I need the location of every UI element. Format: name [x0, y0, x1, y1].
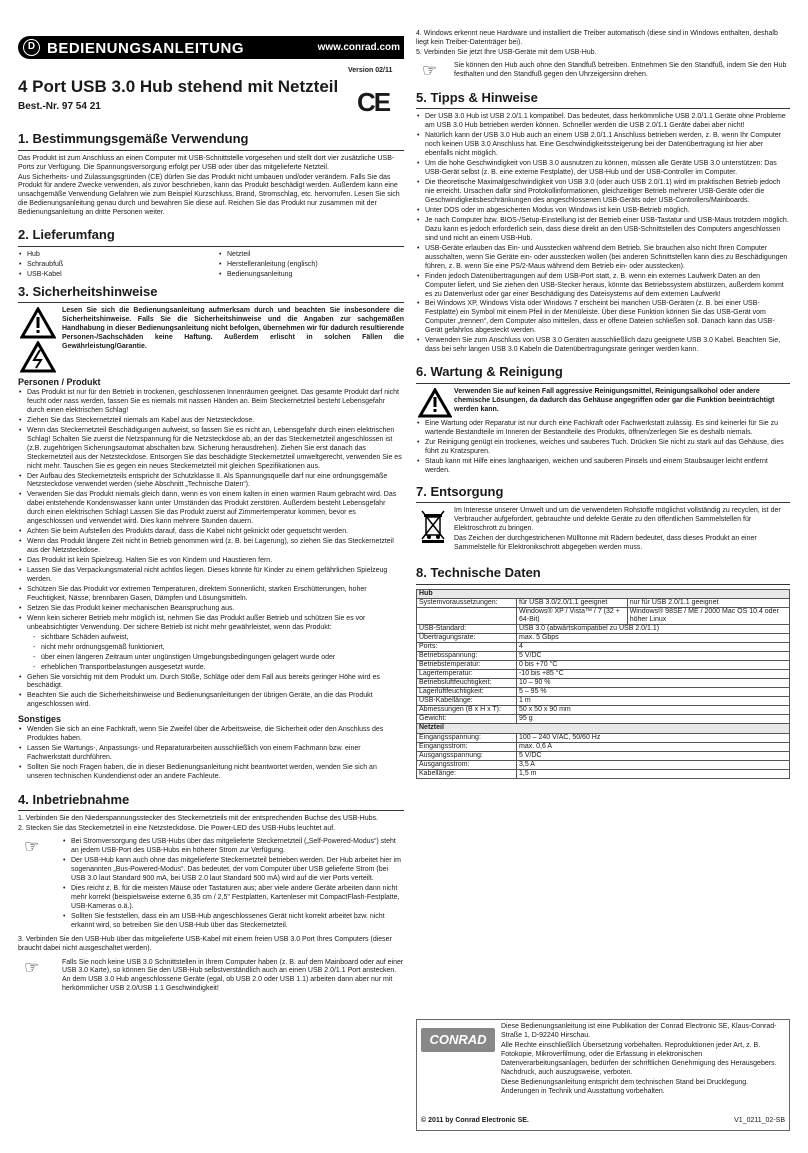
header-title: BEDIENUNGSANLEITUNG: [47, 40, 245, 57]
list-item: • Netzteil: [218, 251, 318, 260]
table-cell: Ports:: [417, 643, 517, 652]
note-list: [62, 838, 404, 931]
section-heading: 6. Wartung & Reinigung: [416, 364, 790, 384]
table-row: [417, 733, 790, 742]
table-row: [417, 624, 790, 633]
right-column: [416, 30, 790, 779]
table-cell: USB 3.0 (abwärtskompatibel zu USB 2.0/1.1): [517, 624, 790, 633]
warning-block: [18, 307, 404, 373]
list-item: • Wenn das Steckernetzteil Beschädigungen aufweist, so fassen Sie es nicht an, Lebensgefahr durch einen elektrischen Schlag! Schalten Sie zuerst die Netzspannung für die Netzsteckdose ab, an der das Steckernetzteil angeschlossen ist (z.B. zugehörigen Sicherungsautomat abschalten bzw. Sicherung herausdrehen). Ziehen Sie erst danach das Steckernetzteil aus der Netzsteckdose. Entsorgen Sie das beschädigte Steckernetzteil umweltgerecht, verwenden Sie es nicht mehr. Tauschen Sie es gegen ein neues Steckernetzteil mit gleichen Spezifikationen aus.: [18, 427, 404, 472]
language-badge: D: [23, 39, 40, 56]
note-item: • Sollten Sie feststellen, dass ein am USB-Hub angeschlossenes Gerät nicht korrekt arbeitet bzw. nicht erkannt wird, so betreiben Sie den USB-Hub über das Steckernetzteil.: [62, 913, 404, 931]
table-cell: Windows® 98SE / ME / 2000 Mac OS 10.4 oder höher Linux: [627, 607, 789, 624]
table-cell: 5 V/DC: [517, 751, 790, 760]
disposal-block: [416, 507, 790, 557]
order-number: Best.-Nr. 97 54 21: [18, 101, 101, 112]
list-item: • Setzen Sie das Produkt keiner mechanischen Beanspruchung aus.: [18, 605, 404, 614]
note-item: • Der USB-Hub kann auch ohne das mitgelieferte Steckernetzteil betrieben werden. Der Hub arbeitet hier im sogenannten „Bus-Powered-Modus“. Das bedeutet, der vom Computer über USB gelieferte Strom (bei USB 3.0 laut Standard 900 mA, bei USB 2.0 laut Standard 500 mA) wird auf die vier Ports verteilt.: [62, 857, 404, 884]
list-item: - nicht mehr ordnungsgemäß funktioniert,: [32, 644, 404, 653]
safety-list-2: [18, 674, 404, 711]
step-4: 4. Windows erkennt neue Hardware und installiert die Treiber automatisch (diese sind in Windows enthalten, deshalb liegt kein Treiber-Datenträger bei).: [416, 30, 778, 46]
table-row: [417, 598, 790, 607]
warning-text: Lesen Sie sich die Bedienungsanleitung aufmerksam durch und beachten Sie insbesondere die Sicherheitshinweise. Falls Sie die Sicherheitshinweise und die Angaben zur sachgemäßen Handhabung in dieser Bedienungsanleitung nicht befolgen, übernehmen wir für dadurch resultierende Personen-/Sachschäden keine Haftung. Außerdem erlischt in solchen Fällen die Gewährleistung/Garantie.: [62, 307, 404, 351]
table-cell: 5 V/DC: [517, 652, 790, 661]
paragraph: Das Zeichen der durchgestrichenen Mülltonne mit Rädern bedeutet, dass dieses Produkt an einer Sammelstelle für Elektronikschrott abgegeben werden muss.: [454, 535, 757, 551]
table-row: [417, 607, 790, 624]
list-item: • Wenn kein sicherer Betrieb mehr möglich ist, nehmen Sie das Produkt außer Betrieb und schützen Sie es vor unbeabsichtigter Verwendung. Der sichere Betrieb ist nicht mehr gewährleistet, wenn das Produkt:: [18, 615, 404, 633]
table-cell: Lagertemperatur:: [417, 670, 517, 679]
table-row: [417, 661, 790, 670]
table-row: [417, 688, 790, 697]
note-item: • Bei Stromversorgung des USB-Hubs über das mitgelieferte Steckernetzteil („Self-Powered-Modus“) steht an jedem USB-Port des USB-Hubs ein höherer Strom zur Verfügung.: [62, 838, 404, 856]
paragraph: Das Produkt ist zum Anschluss an einen Computer mit USB-Schnittstelle vorgesehen und stellt dort vier zusätzliche USB-Ports zur Verfügung. Die Spannungsversorgung erfolgt per USB oder über das mitgelieferte Netzteil.: [18, 154, 395, 171]
step-3: 3. Verbinden Sie den USB-Hub über das mitgelieferte USB-Kabel mit einem freien USB 3.0 Port Ihres Computers (dieser braucht dabei nicht ausgeschaltet werden).: [18, 935, 392, 952]
list-item: • Verwenden Sie das Produkt niemals gleich dann, wenn es von einem kalten in einen warmen Raum gebracht wird. Das dabei entstehende Kondenswasser kann unter Umständen das Produkt zerstören. Außerdem besteht Lebensgefahr durch einen elektrischen Schlag! Lassen Sie das Produkt zuerst auf Zimmertemperatur kommen, bevor es angeschlossen und verwendet wird. Dies kann mehrere Stunden dauern.: [18, 491, 404, 527]
header-bar: [18, 36, 404, 59]
table-cell: Systemvoraussetzungen:: [417, 598, 517, 607]
table-cell: Betriebsluftfeuchtigkeit:: [417, 679, 517, 688]
list-item: • Verwenden Sie zum Anschluss von USB 3.0 Geräten ausschließlich dazu geeignete USB 3.0 Kabel. Beachten Sie, dass bei sehr langen USB 3.0 Kabeln die Datenübertragungsrate geringer werden kann.: [416, 337, 790, 355]
table-cell: Eingangsstrom:: [417, 742, 517, 751]
list-item: • Lassen Sie das Verpackungsmaterial nicht achtlos liegen. Dieses könnte für Kinder zu einem gefährlichen Spielzeug werden.: [18, 567, 404, 585]
list-item: • Lassen Sie Wartungs-, Anpassungs- und Reparaturarbeiten ausschließlich von einem Fachmann bzw. einer Fachwerkstatt durchführen.: [18, 745, 404, 763]
table-cell: für USB 3.0/2.0/1.1 geeignet: [517, 598, 628, 607]
list-item: - erheblichen Transportbelastungen ausgesetzt wurde.: [32, 664, 404, 673]
warning-triangle-icon: [20, 307, 56, 339]
warning-text: Verwenden Sie auf keinen Fall aggressive Reinigungsmittel, Reinigungsalkohol oder andere chemische Lösungen, da dadurch das Gehäuse angegriffen oder gar die Funktion beeinträchtigt werden kann.: [454, 387, 775, 413]
table-row: [417, 697, 790, 706]
table-cell: 5 – 95 %: [517, 688, 790, 697]
paragraph: Im Interesse unserer Umwelt und um die verwendeten Rohstoffe möglichst vollständig zu recyclen, ist der Verbraucher aufgefordert, gebrauchte und defekte Geräte zu den öffentlichen Sammelstellen für Elektroschrott zu bringen.: [454, 507, 781, 533]
list-item: • Beachten Sie auch die Sicherheitshinweise und Bedienungsanleitungen der übrigen Geräte, an die das Produkt angeschlossen wird.: [18, 692, 404, 710]
safety-list: [18, 389, 404, 633]
table-cell: Betriebstemperatur:: [417, 661, 517, 670]
table-cell: Gewicht:: [417, 715, 517, 724]
note-text: Falls Sie noch keine USB 3.0 Schnittstellen in Ihrem Computer haben (z. B. auf dem Mainboard oder auf einer USB 3.0 Karte), so können Sie den USB-Hub selbstverständlich auch an einen USB 2.0/1.1 Port anstecken. An dem USB 3.0 Hub angeschlossene Geräte (egal, ob USB 2.0 oder USB 1.1) arbeiten dann aber nur mit herkömmlicher USB 2.0/USB 1.1 Geschwindigkeit!: [62, 958, 404, 993]
table-cell: nur für USB 2.0/1.1 geeignet: [627, 598, 789, 607]
note-block: [18, 959, 404, 995]
ce-mark-icon: CE: [357, 87, 390, 117]
table-cell: -10 bis +85 °C: [517, 670, 790, 679]
table-cell: 1,5 m: [517, 769, 790, 778]
table-cell: Ausgangsspannung:: [417, 751, 517, 760]
table-cell: max. 5 Gbps: [517, 634, 790, 643]
section-heading: 3. Sicherheitshinweise: [18, 284, 404, 304]
list-item: • Je nach Computer bzw. BIOS-/Setup-Einstellung ist der Betrieb einer USB-Tastatur und USB-Maus trotzdem möglich. Dazu kann es jedoch erforderlich sein, dass diese direkt an den USB-Schnittstellen des Computers angeschlossen sind und nicht an einem USB-Hub.: [416, 217, 790, 244]
table-cell: 0 bis +70 °C: [517, 661, 790, 670]
list-item: • Die theoretische Maximalgeschwindigkeit von USB 3.0 (oder auch USB 2.0/1.1) wird im praktischen Betrieb jedoch nie erreicht. Ursachen dafür sind Protokollinformationen, gleichzeitiger Betrieb mehrerer USB-Geräte oder die Geschwindigkeitsbeschränkungen des angeschlossenen USB-Geräts oder USB-Controllers/Mainboards.: [416, 179, 790, 206]
table-cell: 4: [517, 643, 790, 652]
copyright: © 2011 by Conrad Electronic SE.: [421, 1117, 529, 1125]
table-row: [417, 715, 790, 724]
table-cell: Eingangsspannung:: [417, 733, 517, 742]
table-cell: Kabellänge:: [417, 769, 517, 778]
doc-title: 4 Port USB 3.0 Hub stehend mit Netzteil: [18, 77, 339, 96]
table-row: [417, 742, 790, 751]
footer-paragraph: Diese Bedienungsanleitung entspricht dem technischen Stand bei Drucklegung. Änderungen in Technik und Ausstattung vorbehalten.: [501, 1078, 749, 1095]
footer-box: [416, 1019, 790, 1131]
step-2: 2. Stecken Sie das Steckernetzteil in eine Netzsteckdose. Die Power-LED des USB-Hubs leuchtet auf.: [18, 825, 336, 833]
list-item: • USB-Geräte erlauben das Ein- und Ausstecken während dem Betrieb. Sie brauchen also nicht Ihren Computer ausschalten, wenn Sie Geräte ein- oder ausstecken wollen (bei anderen Schnittstellen kann dies zu Beschädigungen führen, z. B. wenn Sie eine PS/2-Maus während dem Betrieb ein- oder ausstecken).: [416, 245, 790, 272]
table-cell: 10 – 90 %: [517, 679, 790, 688]
list-item: • Bedienungsanleitung: [218, 271, 318, 280]
table-row: [417, 751, 790, 760]
list-item: • Achten Sie beim Aufstellen des Produkts darauf, dass die Kabel nicht geknickt oder gequetscht werden.: [18, 528, 404, 537]
paragraph: Aus Sicherheits- und Zulassungsgründen (CE) dürfen Sie das Produkt nicht umbauen und/oder verändern. Falls Sie das Produkt für andere Zwecke verwenden, als zuvor beschrieben, kann das Produkt beschädigt werden. Außerdem kann eine unsachgemäße Verwendung Gefahren wie zum Beispiel Kurzschluss, Brand, Stromschlag, etc. hervorrufen. Lesen Sie sich die Bedienungsanleitung genau durch und bewahren Sie diese auf. Reichen Sie das Produkt nur zusammen mit der Bedienungsanleitung an dritte Personen weiter.: [18, 173, 400, 217]
sub-heading: Sonstiges: [18, 714, 62, 725]
table-cell: Übertragungsrate:: [417, 634, 517, 643]
list-item: • Wenn das Produkt längere Zeit nicht in Betrieb genommen wird (z. B. bei Lagerung), so ziehen Sie das Steckernetzteil aus der Netzsteckdose.: [18, 538, 404, 556]
section-heading: 7. Entsorgung: [416, 484, 790, 504]
footer-paragraph: Diese Bedienungsanleitung ist eine Publikation der Conrad Electronic SE, Klaus-Conrad-Straße 1, D-92240 Hirschau.: [501, 1023, 777, 1039]
list-item: • Schraubfuß: [18, 261, 218, 270]
section-heading: 1. Bestimmungsgemäße Verwendung: [18, 131, 404, 151]
table-cell: 100 – 240 V/AC, 50/60 Hz: [517, 733, 790, 742]
delivery-list: [18, 251, 404, 281]
table-cell: Windows® XP / Vista™ / 7 (32 + 64-Bit): [517, 607, 628, 624]
footer-paragraph: Alle Rechte einschließlich Übersetzung vorbehalten. Reproduktionen jeder Art, z. B. Fotokopie, Mikroverfilmung, oder die Erfassung in elektronischen Datenverarbeitungsanlagen, bedürfen der schriftlichen Genehmigung des Herausgebers. Nachdruck, auch auszugsweise, verboten.: [501, 1041, 777, 1076]
table-row: [417, 706, 790, 715]
list-item: • Sollten Sie noch Fragen haben, die in dieser Bedienungsanleitung nicht beantwortet werden, wenden Sie sich an unseren technischen Kundendienst oder an andere Fachleute.: [18, 764, 404, 782]
table-row: [417, 652, 790, 661]
table-subheader: Hub: [417, 589, 790, 598]
footer-text: [501, 1023, 781, 1098]
list-item: • USB-Kabel: [18, 271, 218, 280]
table-cell: Abmessungen (B x H x T):: [417, 706, 517, 715]
list-item: - über einen längeren Zeitraum unter ungünstigen Umgebungsbedingungen gelagert wurde oder: [32, 654, 404, 663]
list-item: • Der USB 3.0 Hub ist USB 2.0/1.1 kompatibel. Das bedeutet, dass herkömmliche USB 2.0/1.1 Geräte ohne Probleme am USB 3.0 Hub betrieben werden können. Schneller werden die USB 2.0/1.1 Geräte dabei aber nicht!: [416, 113, 790, 131]
table-cell: 50 x 50 x 90 mm: [517, 706, 790, 715]
list-item: • Der Aufbau des Steckernetzteils entspricht der Schutzklasse II. Als Spannungsquelle darf nur eine ordnungsgemäße Netzsteckdose verwendet werden (siehe Abschnitt „Technische Daten“).: [18, 473, 404, 491]
list-item: • Hub: [18, 251, 218, 260]
step-5: 5. Verbinden Sie jetzt Ihre USB-Geräte mit dem USB-Hub.: [416, 48, 597, 56]
spec-table: [416, 589, 790, 779]
table-row: [417, 670, 790, 679]
list-item: • Um die hohe Geschwindigkeit von USB 3.0 ausnutzen zu können, müssen alle Geräte USB 3.0 unterstützen: Das USB-Gerät selbst (z. B. eine externe Festplatte), der USB-Hub und der USB-Controller im Computer.: [416, 160, 790, 178]
doc-code: V1_0211_02-SB: [734, 1117, 785, 1125]
list-item: • Das Produkt ist nur für den Betrieb in trockenen, geschlossenen Innenräumen geeignet. Das gesamte Produkt darf nicht feucht oder nass werden, fassen Sie es niemals mit nassen Händen an. Beim Steckernetzteil besteht Lebensgefahr durch einen elektrischen Schlag!: [18, 389, 404, 416]
doc-version: Version 02/11: [348, 67, 393, 74]
list-item: • Das Produkt ist kein Spielzeug. Halten Sie es von Kindern und Haustieren fern.: [18, 557, 404, 566]
maintenance-list: [416, 420, 790, 476]
table-row: [417, 634, 790, 643]
note-item: • Dies reicht z. B. für die meisten Mäuse oder Tastaturen aus; aber viele andere Geräte arbeiten dann nicht mehr korrekt (beispielsweise externe 6,35 cm / 2,5" Festplatten, Kartenleser mit CompactFlash-Festplatte, USB-Kameras o.ä.).: [62, 885, 404, 912]
section-heading: 2. Lieferumfang: [18, 227, 404, 247]
list-item: • Unter DOS oder im abgesicherten Modus von Windows ist kein USB-Betrieb möglich.: [416, 207, 790, 216]
list-item: • Schützen Sie das Produkt vor extremen Temperaturen, direktem Sonnenlicht, starken Erschütterungen, hoher Feuchtigkeit, Nässe, brennbaren Gasen, Dämpfen und Lösungsmitteln.: [18, 586, 404, 604]
table-cell: 95 g: [517, 715, 790, 724]
table-cell: Lagerluftfeuchtigkeit:: [417, 688, 517, 697]
list-item: • Finden jedoch Datenübertragungen auf dem USB-Port statt, z. B. wenn ein externes Laufwerk Daten an den Computer liefert, und Sie ziehen den USB-Stecker heraus, könnte das Betriebssystem abstürzen, außerdem kommt es zu Datenverlust oder gar einer Beschädigung des Dateisystems auf dem externen Laufwerk!: [416, 273, 790, 300]
warning-block: [416, 388, 790, 420]
warning-triangle-icon: [418, 388, 452, 418]
list-item: • Bei Windows XP, Windows Vista oder Windows 7 erscheint bei manchen USB-Geräten (z. B. bei einer USB-Festplatte) ein Symbol mit einem Pfeil in der Menüleiste. Über diese Funktion können Sie das USB-Gerät vom Computer „trennen“, dem Computer also mitteilen, dass er offene Dateien schließen soll. Danach kann das USB-Gerät gefahrlos abgesteckt werden.: [416, 300, 790, 336]
list-item: • Staub kann mit Hilfe eines langhaarigen, weichen und sauberen Pinsels und einem Staubsauger leicht entfernt werden.: [416, 458, 790, 476]
section-heading: 5. Tipps & Hinweise: [416, 90, 790, 110]
misc-list: [18, 726, 404, 782]
table-cell: 1 m: [517, 697, 790, 706]
crossed-bin-icon: [420, 509, 446, 543]
tips-list: [416, 113, 790, 355]
table-cell: max. 0,6 A: [517, 742, 790, 751]
table-row: [417, 643, 790, 652]
table-cell: USB-Kabellänge:: [417, 697, 517, 706]
table-cell: USB-Standard:: [417, 624, 517, 633]
list-item: • Zur Reinigung genügt ein trockenes, weiches und sauberes Tuch. Drücken Sie nicht zu stark auf das Gehäuse, dies führt zu Kratzspuren.: [416, 439, 790, 457]
list-item: - sichtbare Schäden aufweist,: [32, 634, 404, 643]
list-item: • Eine Wartung oder Reparatur ist nur durch eine Fachkraft oder Fachwerkstatt zulässig. Es sind keinerlei für Sie zu wartende Bestandteile im Inneren der Bestandteile des Produkts, öffnen/zerlegen Sie es deshalb niemals.: [416, 420, 790, 438]
table-cell: 3,5 A: [517, 760, 790, 769]
sub-heading: Personen / Produkt: [18, 377, 101, 388]
list-item: • Ziehen Sie das Steckernetzteil niemals am Kabel aus der Netzsteckdose.: [18, 417, 404, 426]
electric-hazard-icon: [20, 341, 56, 373]
section-heading: 8. Technische Daten: [416, 565, 790, 585]
table-subheader: Netzteil: [417, 724, 790, 733]
list-item: • Wenden Sie sich an eine Fachkraft, wenn Sie Zweifel über die Arbeitsweise, die Sicherheit oder den Anschluss des Produktes haben.: [18, 726, 404, 744]
table-row: [417, 769, 790, 778]
table-cell: Ausgangsstrom:: [417, 760, 517, 769]
pointing-hand-icon: ☞: [422, 60, 438, 80]
section-heading: 4. Inbetriebnahme: [18, 792, 404, 812]
list-item: • Natürlich kann der USB 3.0 Hub auch an einem USB 2.0/1.1 Anschluss betrieben werden, z. B. wenn Ihr Computer noch keinen USB 3.0 Anschluss hat. Eine Geschwindigkeitssteigerung bei der Datenübertragung ist hier aber ebenfalls nicht möglich.: [416, 132, 790, 159]
left-column: [18, 131, 404, 995]
pointing-hand-icon: ☞: [24, 837, 40, 857]
list-item: • Gehen Sie vorsichtig mit dem Produkt um. Durch Stöße, Schläge oder dem Fall aus bereits geringer Höhe wird es beschädigt.: [18, 674, 404, 692]
note-text: Sie können den Hub auch ohne den Standfuß betreiben. Entnehmen Sie den Standfuß, indem Sie den Hub festhalten und den Standfuß gegen den Uhrzeigersinn drehen.: [454, 61, 787, 78]
condition-list: [18, 634, 404, 673]
conrad-logo: CONRAD: [421, 1028, 495, 1052]
step-1: 1. Verbinden Sie den Niederspannungsstecker des Steckernetzteils mit der entsprechenden Buchse des USB-Hubs.: [18, 815, 378, 823]
pointing-hand-icon: ☞: [24, 957, 40, 977]
table-row: [417, 679, 790, 688]
note-block: [416, 62, 790, 80]
table-row: [417, 760, 790, 769]
list-item: • Herstelleranleitung (englisch): [218, 261, 318, 270]
header-url[interactable]: www.conrad.com: [317, 42, 400, 53]
table-cell: [417, 607, 517, 624]
note-block: [18, 838, 404, 931]
table-cell: Betriebsspannung:: [417, 652, 517, 661]
